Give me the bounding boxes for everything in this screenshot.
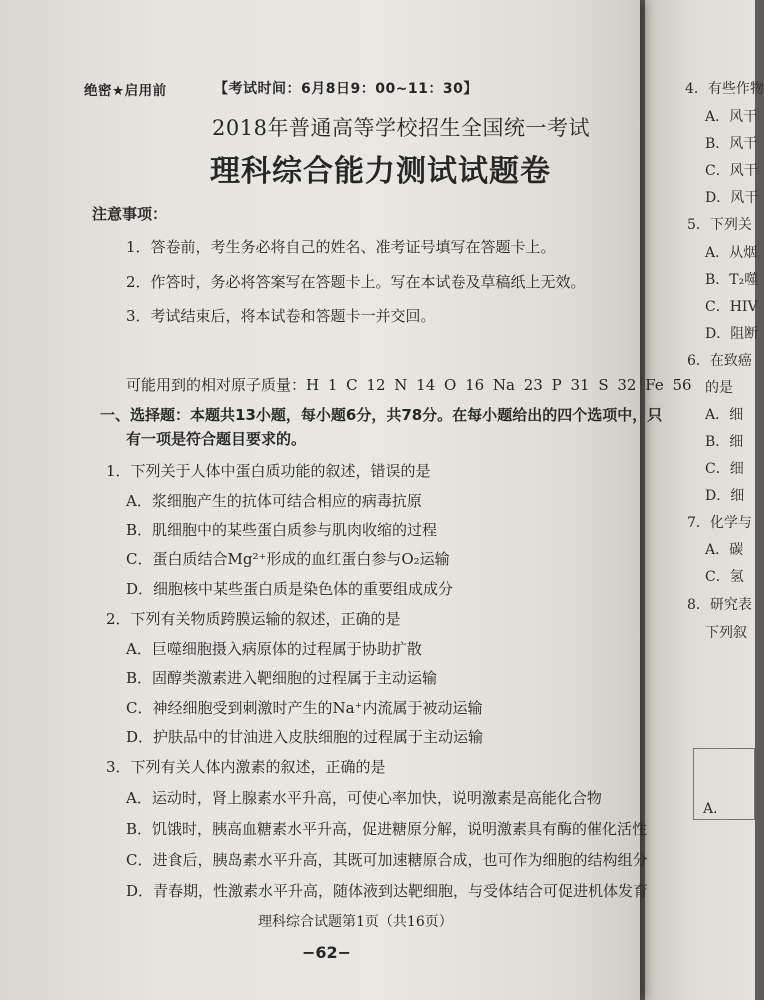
notice-item: 2．作答时，务必将答案写在答题卡上。写在本试卷及草稿纸上无效。 (126, 273, 586, 291)
question-option: A．巨噬细胞摄入病原体的过程属于协助扩散 (126, 640, 422, 658)
question-option: C．蛋白质结合Mg²⁺形成的血红蛋白参与O₂运输 (126, 550, 450, 568)
notice-item: 3．考试结束后，将本试卷和答题卡一并交回。 (126, 307, 436, 325)
right-page-line: 的是 (705, 380, 733, 396)
right-page-line: 7．化学与 (687, 515, 752, 531)
question-option: C．神经细胞受到刺激时产生的Na⁺内流属于被动运输 (126, 699, 483, 717)
right-page-line: D．细 (705, 488, 745, 504)
paper-title: 理科综合能力测试试题卷 (210, 154, 551, 189)
right-page-line: B．细 (705, 434, 744, 450)
right-page-line: D．风干 (705, 190, 759, 206)
exam-time: 【考试时间：6月8日9：00~11：30】 (214, 81, 478, 97)
exam-title: 2018年普通高等学校招生全国统一考试 (212, 116, 590, 140)
section-heading: 一、选择题：本题共13小题，每小题6分，共78分。在每小题给出的四个选项中，只 (100, 406, 663, 424)
question-option: D．细胞核中某些蛋白质是染色体的重要组成成分 (126, 580, 454, 598)
right-page-line: B．风干 (705, 136, 758, 152)
page-footer: 理科综合试题第1页（共16页） (258, 914, 453, 930)
section-heading: 有一项是符合题目要求的。 (126, 430, 307, 448)
question-stem: 2．下列有关物质跨膜运输的叙述，正确的是 (106, 610, 401, 628)
question-option: A．浆细胞产生的抗体可结合相应的病毒抗原 (126, 492, 422, 510)
right-page-line: A．碳 (705, 542, 744, 558)
question-option: D．护肤品中的甘油进入皮肤细胞的过程属于主动运输 (126, 728, 484, 746)
question-stem: 3．下列有关人体内激素的叙述，正确的是 (106, 758, 386, 776)
right-page-line: 5．下列关 (687, 217, 752, 233)
right-page (645, 0, 764, 1000)
right-page-line: A．细 (705, 407, 744, 423)
atomic-masses: 可能用到的相对原子质量：H 1 C 12 N 14 O 16 Na 23 P 31 S 32 Fe 56 (126, 376, 692, 394)
right-page-line: B．T₂噬 (705, 272, 759, 288)
right-page-line: C．风干 (705, 163, 758, 179)
page-number: −62− (302, 943, 352, 962)
confidential-label: 绝密★启用前 (84, 83, 167, 99)
right-page-line: D．阻断 (705, 326, 759, 342)
right-page-line: 4．有些作物 (685, 81, 764, 97)
right-page-line: 6．在致癌 (687, 353, 752, 369)
right-page-line: C．细 (705, 461, 744, 477)
right-page-line: C．氢 (705, 569, 744, 585)
question-option: B．肌细胞中的某些蛋白质参与肌肉收缩的过程 (126, 521, 438, 539)
question-option: B．饥饿时，胰高血糖素水平升高，促进糖原分解，说明激素具有酶的催化活性 (126, 820, 648, 838)
question-option: B．固醇类激素进入靶细胞的过程属于主动运输 (126, 669, 438, 687)
question-option: D．青春期，性激素水平升高，随体液到达靶细胞，与受体结合可促进机体发育 (126, 882, 649, 900)
right-page-line: C．HIV (705, 299, 758, 315)
question-stem: 1．下列关于人体中蛋白质功能的叙述，错误的是 (106, 462, 431, 480)
right-page-line: A．风干 (705, 109, 758, 125)
right-page-line: 下列叙 (705, 625, 747, 641)
question-option: A．运动时，肾上腺素水平升高，可使心率加快，说明激素是高能化合物 (126, 789, 602, 807)
notice-item: 1．答卷前，考生务必将自己的姓名、准考证号填写在答题卡上。 (126, 238, 556, 256)
notice-title: 注意事项： (92, 205, 168, 223)
right-page-line: A．从烟 (705, 245, 758, 261)
question-option: C．进食后，胰岛素水平升高，其既可加速糖原合成，也可作为细胞的结构组分 (126, 851, 648, 869)
right-page-line: 8．研究表 (687, 597, 752, 613)
right-page-line: A． (703, 801, 728, 817)
